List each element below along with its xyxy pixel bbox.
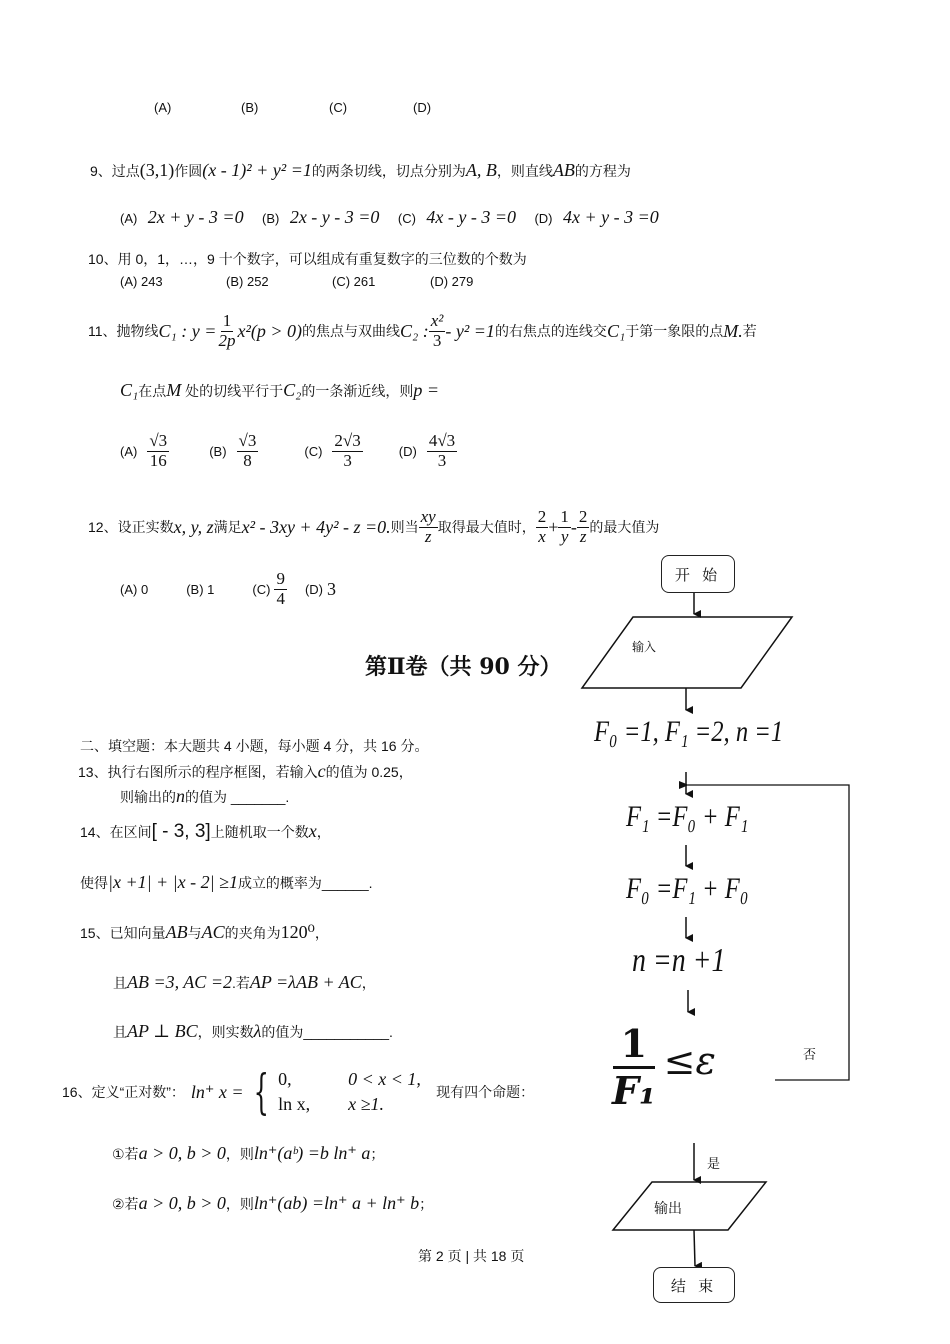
q12-op: +: [548, 516, 559, 537]
flowchart-start: 开 始: [661, 555, 735, 593]
flowchart-condition: [612, 1022, 716, 1112]
q12-vars: x, y, z: [173, 516, 214, 537]
q16-case1-condition: 0 < x < 1,: [348, 1069, 421, 1089]
frac-den: 8: [243, 450, 252, 470]
q11-text: 于第一象限的点: [625, 323, 724, 340]
frac-num: 9: [276, 569, 285, 588]
q9-text: 过点: [111, 163, 140, 179]
condition-relation: ≤ε: [663, 1039, 716, 1084]
q15-vector-ac: AC: [201, 922, 225, 942]
q12-text: 取得最大值时，: [437, 519, 536, 536]
q10-text: 用 0，1，…，9 十个数字，可以组成有重复数字的三位数的个数为: [117, 251, 527, 267]
q11-c1: C₁: [120, 380, 139, 400]
q12-option-b-value: 1: [207, 581, 215, 597]
frac-den: z: [579, 526, 587, 546]
q9-option-d-value: 4x + y - 3 =0: [562, 207, 659, 227]
frac-den: 4: [276, 588, 285, 608]
q9-text: 作圆: [174, 163, 203, 179]
q15-answer-blank: 的值为___________.: [261, 1024, 393, 1040]
q12-text: 的最大值为: [589, 519, 660, 536]
flowchart-step1: F₁ =F₀ + F₁: [626, 800, 749, 833]
q15-ap-expression: AP =λAB + AC: [249, 972, 362, 992]
frac-num: xy: [420, 507, 436, 526]
q9-option-a-value: 2x + y - 3 =0: [147, 207, 244, 227]
q10-option-c-value: 261: [353, 274, 376, 289]
frac-num: 4√3: [428, 431, 456, 450]
frac-num: 1: [613, 1022, 655, 1069]
q15-text: 且: [113, 975, 127, 991]
flowchart-yes-label: 是: [707, 1156, 721, 1171]
q13-answer-blank: 的值为 _______.: [185, 789, 290, 805]
q14-text: 使得: [80, 875, 108, 891]
q16-text: 现有四个命题：: [436, 1084, 535, 1100]
q14-text: 14、在区间: [80, 824, 152, 840]
q12-text: 设正实数: [117, 519, 174, 536]
frac-num: 1: [222, 311, 232, 330]
q15-text: 15、已知向量: [80, 925, 166, 941]
q16-prop-condition: a > 0, b > 0: [138, 1193, 226, 1213]
q11-text: 在点: [138, 383, 167, 399]
q11-option-a-label: (A): [120, 443, 138, 459]
q16-prop-mark: ①若: [112, 1146, 139, 1162]
q12-op: -: [570, 516, 577, 537]
part2-title: 第Ⅱ卷（共 90 分）: [365, 654, 562, 680]
frac-num: 2√3: [334, 431, 361, 450]
q9-number: 9、: [90, 163, 112, 179]
frac-den: z: [424, 526, 432, 546]
q13-text: 则输出的: [120, 789, 176, 805]
q12-text: 满足: [213, 519, 242, 536]
frac-num: √3: [238, 431, 257, 450]
q15-angle: 120⁰: [280, 922, 315, 942]
q11-c2: C₂ :: [399, 320, 429, 341]
page-footer: 第 2 页 | 共 18 页: [418, 1248, 525, 1264]
q8-option-b: (B): [241, 100, 259, 115]
input-shape: [582, 617, 792, 688]
q9-text: 的方程为: [574, 163, 631, 179]
q8-option-c: (C): [329, 100, 348, 115]
q10-option-c-label: (C): [332, 274, 351, 289]
q16-prop-condition: a > 0, b > 0: [138, 1143, 226, 1163]
q14-text: ，: [316, 824, 331, 840]
q14-var-x: x: [308, 821, 317, 841]
q11-p: p =: [413, 380, 440, 400]
q15-text: 与: [187, 925, 202, 941]
q12-option-a-value: 0: [140, 581, 149, 597]
q9-option-b-value: 2x - y - 3 =0: [289, 207, 380, 227]
q14-inequality: |x +1| + |x - 2| ≥1: [108, 872, 238, 892]
q10-option-a-value: 243: [140, 274, 163, 289]
flowchart-input-label: 输入: [632, 640, 657, 654]
q13-var: c: [317, 761, 326, 781]
section2-heading: 二、填空题：本大题共 4 小题，每小题 4 分，共 16 分。: [80, 738, 429, 754]
q16-lnplus: ln⁺ x =: [190, 1081, 244, 1102]
q11-text: 的焦点与双曲线: [301, 323, 400, 340]
q16-prop-equation: ln⁺(aᵇ) =b ln⁺ a: [253, 1143, 371, 1163]
q12-option-b-label: (B): [186, 581, 204, 597]
frac-den: x: [538, 526, 546, 546]
q10-option-b-label: (B): [226, 274, 244, 289]
q15-text: ，: [361, 975, 376, 991]
q10-option-d-value: 279: [451, 274, 474, 289]
q16-prop-equation: ln⁺(ab) =ln⁺ a + ln⁺ b: [253, 1193, 420, 1213]
q15-text: .若: [231, 975, 250, 991]
q12-number: 12、: [88, 519, 118, 536]
q9-line: AB: [552, 160, 575, 180]
q11-c1: C₁: [606, 320, 626, 341]
q9-text: 的两条切线，切点分别为: [311, 163, 466, 179]
frac-num: 2: [537, 507, 547, 526]
q9-option-c-value: 4x - y - 3 =0: [426, 207, 517, 227]
q15-text: 且: [113, 1024, 127, 1040]
q12-option-d-value: 3: [327, 578, 336, 599]
q11-text: 的一条渐近线，则: [301, 383, 414, 399]
q9-text: ，则直线: [496, 163, 553, 179]
q12-option-c-label: (C): [252, 581, 271, 597]
q16-case2-condition: x ≥1.: [348, 1094, 384, 1114]
frac-den: 16: [149, 450, 167, 470]
q9-option-a-label: (A): [120, 211, 138, 226]
q16-case2-value: ln x,: [278, 1094, 311, 1114]
q10-option-b-value: 252: [246, 274, 269, 289]
frac-num: √3: [149, 431, 168, 450]
q11-text: 处的切线平行于: [185, 383, 284, 399]
q11-c2: C₂: [283, 380, 302, 400]
q15-lengths: AB =3, AC =2: [127, 972, 232, 992]
flowchart-output-label: 输出: [654, 1200, 682, 1216]
frac-den: 3: [437, 450, 447, 470]
q16-text: ；: [419, 1196, 434, 1212]
flowchart-no-label: 否: [803, 1047, 817, 1062]
frac-num: 1: [560, 507, 569, 526]
q11-hyperbola-tail: - y² =1: [445, 320, 495, 341]
frac-den: 3: [343, 450, 352, 470]
q14-interval: [ - 3, 3]: [151, 821, 211, 842]
q12-option-a-label: (A): [120, 581, 138, 597]
q15-lambda: λ: [253, 1021, 262, 1041]
frac-den: 3: [432, 330, 442, 350]
q15-vector-ab: AB: [165, 922, 188, 942]
q13-var-n: n: [176, 786, 185, 806]
q13-text: 的值为 0.25，: [325, 764, 413, 780]
q11-point-m: M: [166, 380, 182, 400]
q16-brace: {: [253, 1064, 269, 1120]
q15-text: ，: [314, 925, 329, 941]
q14-answer-blank: 成立的概率为______.: [237, 875, 373, 891]
frac-den: y: [560, 526, 569, 546]
q16-text: ，则: [225, 1196, 254, 1212]
q10-option-d-label: (D): [430, 274, 449, 289]
q11-text: 的右焦点的连线交: [494, 323, 607, 340]
q11-c1: C₁ : y =: [158, 320, 217, 341]
q15-perpendicular: AP ⊥ BC: [127, 1021, 198, 1041]
q9-option-d-label: (D): [534, 211, 553, 226]
q16-text: ，则: [225, 1146, 254, 1162]
frac-den: 2p: [218, 330, 236, 350]
q13-text: 13、执行右图所示的程序框图，若输入: [78, 764, 318, 780]
q12-text: 则当: [390, 519, 419, 536]
q15-text: ，则实数: [197, 1024, 254, 1040]
q11-text: 抛物线: [116, 323, 159, 340]
q11-option-d-label: (D): [398, 443, 417, 459]
q11-option-c-label: (C): [304, 443, 323, 459]
q9-option-c-label: (C): [397, 211, 416, 226]
q11-parabola-tail: x²(p > 0): [237, 320, 302, 341]
q12-equation: x² - 3xy + 4y² - z =0.: [241, 516, 391, 537]
flowchart-step2: F₀ =F₁ + F₀: [626, 872, 749, 905]
output-shape: [613, 1182, 766, 1230]
q11-text: 若: [742, 323, 757, 340]
q8-option-a: (A): [154, 100, 172, 115]
q16-case1-value: 0,: [278, 1069, 292, 1089]
q9-points: A, B: [465, 160, 497, 180]
frac-num: 2: [578, 507, 588, 526]
q14-text: 上随机取一个数: [210, 824, 309, 840]
q16-prop-mark: ②若: [112, 1196, 139, 1212]
q11-number: 11、: [88, 323, 117, 340]
q12-option-d-label: (D): [304, 581, 323, 597]
q11-point-m: M.: [723, 320, 743, 341]
flowchart-init: F₀ =1, F₁ =2, n =1: [594, 715, 784, 748]
q11-option-b-label: (B): [209, 443, 227, 459]
frac-den: F₁: [612, 1067, 656, 1113]
q16-text: 16、定义“正对数”：: [62, 1084, 185, 1100]
q16-text: ；: [370, 1146, 385, 1162]
q10-number: 10、: [88, 251, 118, 267]
frac-num: x²: [430, 311, 444, 330]
flowchart-end: 结 束: [653, 1267, 735, 1303]
q15-text: 的夹角为: [224, 925, 281, 941]
flowchart-step3: n =n +1: [632, 942, 726, 979]
q9-point: (3,1): [139, 160, 175, 180]
q8-option-d: (D): [413, 100, 432, 115]
condition-fraction: [612, 1022, 656, 1112]
q9-circle: (x - 1)² + y² =1: [202, 160, 312, 180]
q9-option-b-label: (B): [262, 211, 280, 226]
q10-option-a-label: (A): [120, 274, 138, 289]
